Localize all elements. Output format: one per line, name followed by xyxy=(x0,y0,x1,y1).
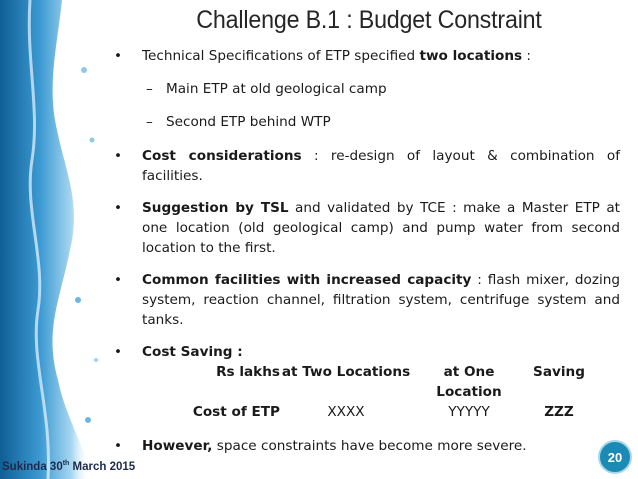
bullet-bold-text: Suggestion by TSL xyxy=(142,200,289,216)
cost-table-data-row xyxy=(114,402,620,422)
cost-table-cell: Cost of ETP xyxy=(192,404,280,420)
bullet-text: : re-design of layout & combination of facilities. xyxy=(142,148,621,184)
footer-superscript: th xyxy=(62,460,70,467)
sub-bullet-main-etp xyxy=(114,79,620,99)
water-splash-graphic xyxy=(0,0,110,479)
bullet-dot: • xyxy=(114,438,123,454)
bullet-bold-text: two locations xyxy=(419,48,523,64)
cost-table-cell: YYYYY xyxy=(448,404,490,420)
bullet-text: : flash mixer, dozing system, reaction channel, filtration system, centrifuge system and tanks. xyxy=(142,272,620,328)
cost-table-header-cell: Saving xyxy=(533,364,585,380)
slide-body xyxy=(114,46,620,456)
cost-table-header-row xyxy=(114,362,620,402)
bullet-cost-saving xyxy=(114,342,620,362)
slide-title: Challenge B.1 : Budget Constraint xyxy=(196,6,542,34)
bullet-dot: • xyxy=(114,344,123,360)
footer-text: Sukinda 30 xyxy=(2,460,63,473)
bullet-common-facilities xyxy=(114,270,620,330)
cost-table-header-cell: at One Location xyxy=(436,364,502,400)
sub-bullet-second-etp xyxy=(114,112,620,132)
bullet-dot: • xyxy=(114,272,123,288)
sub-bullet-dash: – xyxy=(146,81,153,97)
cost-table-header-cell: Rs lakhs xyxy=(216,364,280,380)
bullet-however xyxy=(114,436,620,456)
bullet-dot: • xyxy=(114,148,123,164)
slide-footer xyxy=(2,460,135,473)
bullet-bold-text: Cost Saving : xyxy=(142,344,243,360)
bullet-dot: • xyxy=(114,48,123,64)
sub-bullet-text: Main ETP at old geological camp xyxy=(166,81,387,97)
bullet-cost-considerations xyxy=(114,146,620,186)
cost-table xyxy=(114,362,620,422)
bullet-suggestion-tsl xyxy=(114,198,620,258)
page-number-badge: 20 xyxy=(598,440,632,474)
bullet-bold-text: Cost considerations xyxy=(142,148,302,164)
footer-text: March 2015 xyxy=(69,460,136,473)
bullet-dot: • xyxy=(114,200,123,216)
sub-bullet-dash: – xyxy=(146,114,153,130)
sub-bullet-text: Second ETP behind WTP xyxy=(166,114,331,130)
bullet-text: Technical Specifications of ETP specified xyxy=(142,48,420,64)
bullet-technical-specs xyxy=(114,46,620,66)
bullet-text: : xyxy=(522,48,531,64)
cost-table-cell: XXXX xyxy=(327,404,365,420)
cost-table-header-cell: at Two Locations xyxy=(281,364,411,380)
bullet-text: space constraints have become more severe. xyxy=(212,438,527,454)
bullet-bold-text: Common facilities with increased capacity xyxy=(142,272,472,288)
bullet-text: and validated by TCE : make a Master ETP at one location (old geological camp) and pump water from second location to the first. xyxy=(142,200,620,256)
cost-table-cell: ZZZ xyxy=(544,404,574,420)
bullet-bold-text: However, xyxy=(142,438,213,454)
